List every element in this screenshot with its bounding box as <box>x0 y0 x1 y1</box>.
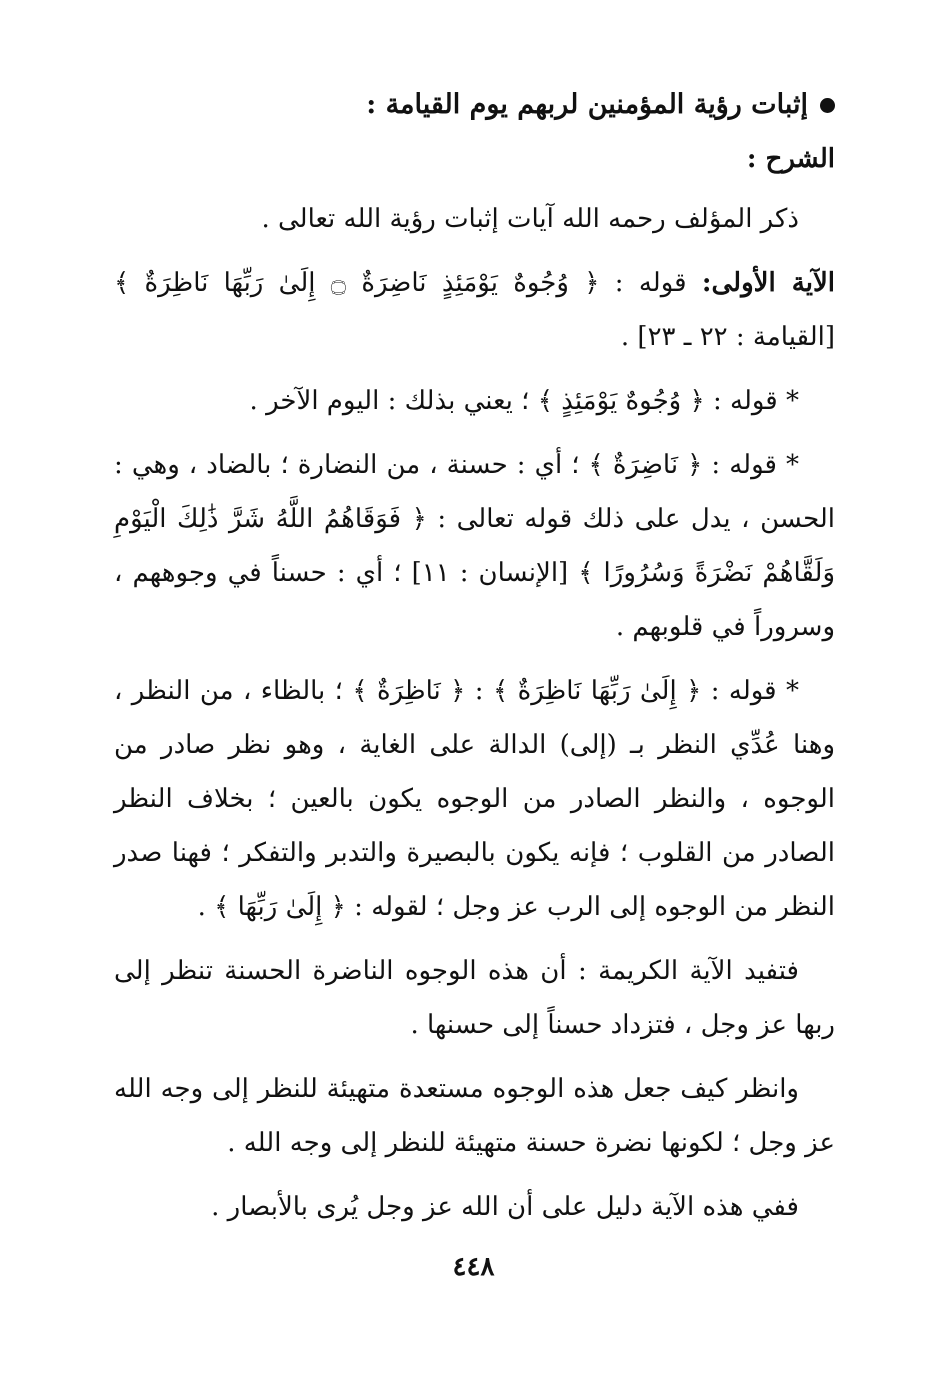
paragraph-benefit: فتفيد الآية الكريمة : أن هذه الوجوه الناضرة الحسنة تنظر إلى ربها عز وجل ، فتزداد حسناً إلى حسنها . <box>114 956 835 1040</box>
paragraph-intro: ذكر المؤلف رحمه الله آيات إثبات رؤية الله تعالى . <box>261 204 799 234</box>
paragraph-conclusion: ففي هذه الآية دليل على أن الله عز وجل يُرى بالأبصار . <box>211 1192 799 1222</box>
paragraph-nadira: * قوله : ﴿ نَاضِرَةٌ ﴾ ؛ أي : حسنة ، من النضارة ؛ بالضاد ، وهي : الحسن ، يدل على ذلك قوله تعالى : ﴿ فَوَقَاهُمُ اللَّهُ شَرَّ ذَٰلِكَ الْيَوْمِ وَلَقَّاهُمْ نَضْرَةً وَسُرُورًا ﴾ [الإنسان : ١١] ؛ أي : حسناً في وجوههم ، وسروراً في قلوبهم . <box>114 450 835 642</box>
first-verse-text: قوله : ﴿ وُجُوهٌ يَوْمَئِذٍ نَاضِرَةٌ ۝ إِلَىٰ رَبِّهَا نَاظِرَةٌ ﴾ [القيامة : ٢٢ ـ ٢٣] . <box>114 268 835 352</box>
paragraph-wujooh: * قوله : ﴿ وُجُوهٌ يَوْمَئِذٍ ﴾ ؛ يعني بذلك : اليوم الآخر . <box>249 386 799 416</box>
page-number: ٤٤٨ <box>452 1252 495 1282</box>
first-verse-label: الآية الأولى: <box>701 268 835 298</box>
paragraph-first-verse <box>114 256 835 364</box>
page-body <box>114 78 835 1244</box>
explanation-label <box>114 132 835 186</box>
section-heading-text: إثبات رؤية المؤمنين لربهم يوم القيامة : <box>366 89 808 120</box>
bullet-icon <box>820 98 835 113</box>
paragraph-reflection: وانظر كيف جعل هذه الوجوه مستعدة متهيئة للنظر إلى وجه الله عز وجل ؛ لكونها نضرة حسنة متهيئة للنظر إلى وجه الله . <box>114 1074 835 1158</box>
explanation-label-text: الشرح <box>765 144 835 174</box>
section-heading <box>114 78 835 132</box>
explanation-label-colon: : <box>746 144 766 174</box>
paragraph-nazira: * قوله : ﴿ إِلَىٰ رَبِّهَا نَاظِرَةٌ ﴾ : ﴿ نَاظِرَةٌ ﴾ ؛ بالظاء ، من النظر ، وهنا عُدِّي النظر بـ (إلى) الدالة على الغاية ، وهو نظر صادر من الوجوه ، والنظر الصادر من الوجوه يكون بالعين ؛ بخلاف النظر الصادر من القلوب ؛ فإنه يكون بالبصيرة والتدبر والتفكر ؛ فهنا صدر النظر من الوجوه إلى الرب عز وجل ؛ لقوله : ﴿ إِلَىٰ رَبِّهَا ﴾ . <box>114 676 835 922</box>
